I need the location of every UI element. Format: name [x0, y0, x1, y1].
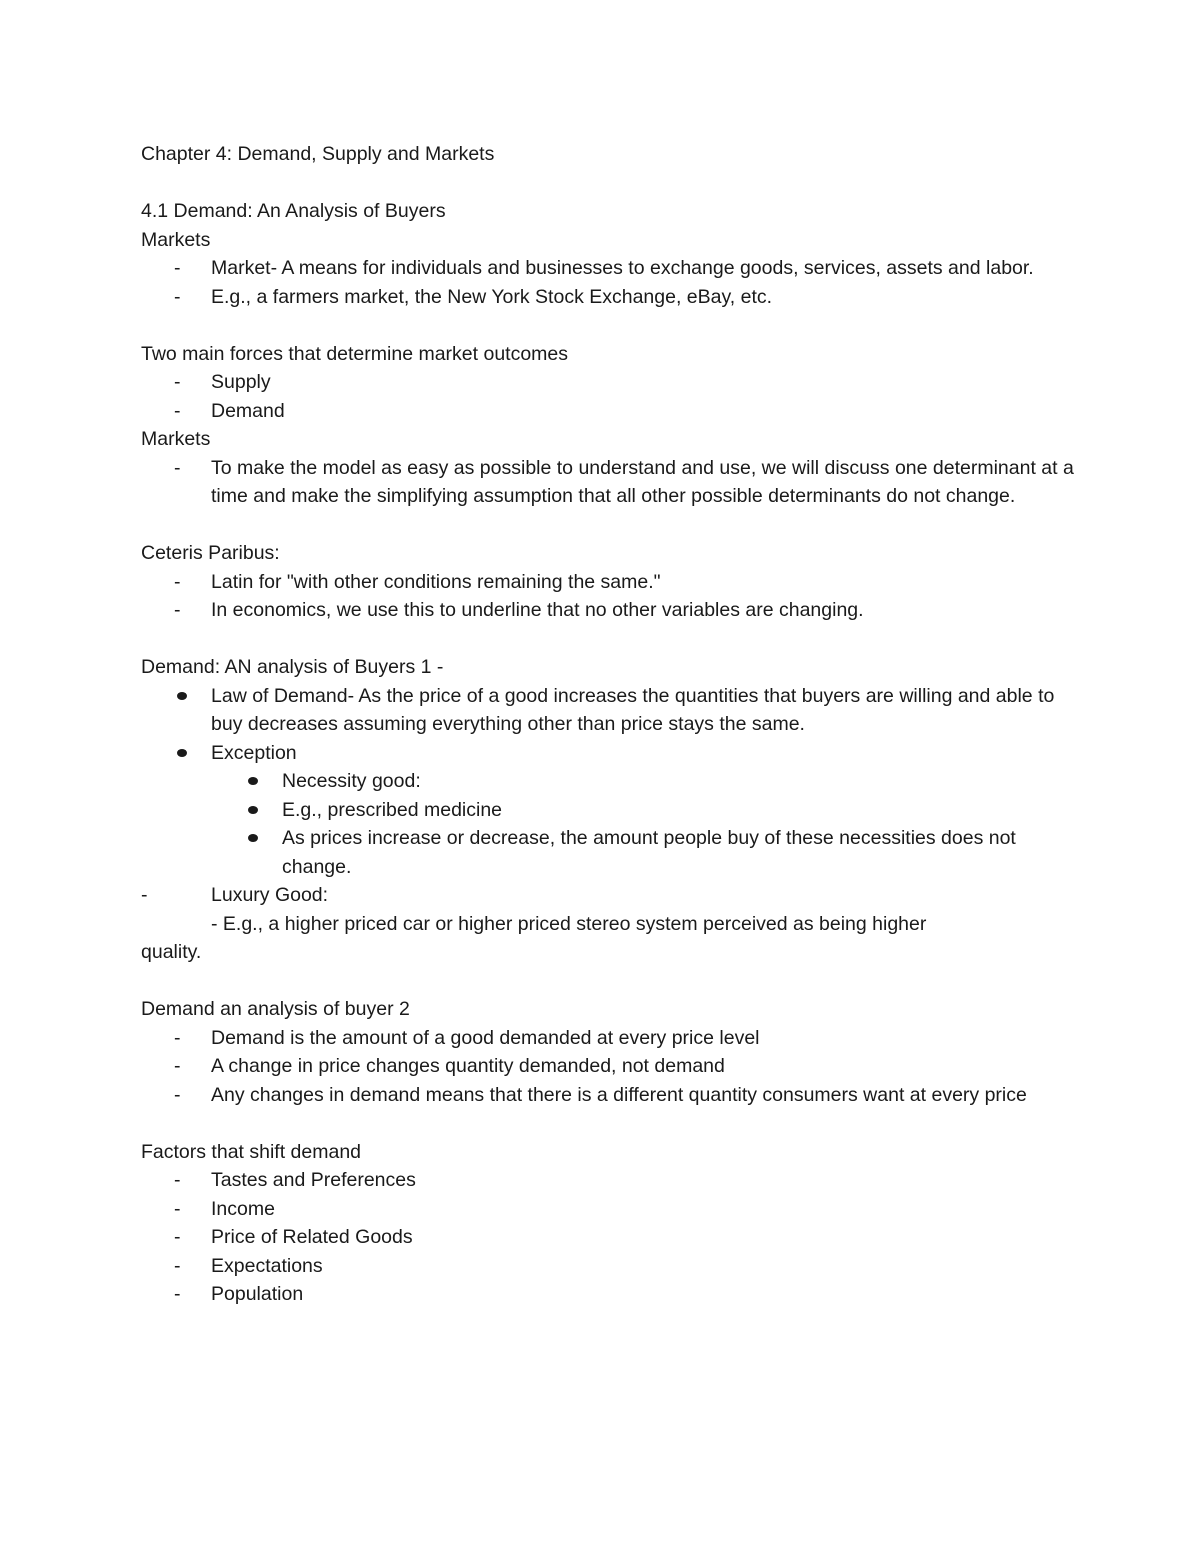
factors-heading: Factors that shift demand — [141, 1140, 362, 1163]
dash-bullet: - — [174, 1083, 181, 1106]
list-item — [141, 1166, 1081, 1195]
list-item — [141, 368, 1081, 397]
list-item — [141, 682, 1081, 739]
bullet-dot-icon — [177, 749, 187, 757]
dash-bullet: - — [174, 599, 181, 621]
dash-bullet: - — [174, 1283, 181, 1305]
bullet-dot-icon — [248, 806, 258, 814]
bullet-dot-icon — [177, 692, 187, 700]
dash-bullet: - — [174, 1026, 181, 1049]
sub-list-item — [141, 824, 1081, 881]
list-item-text: A change in price changes quantity demanded, not demand — [211, 1055, 725, 1077]
bullet-dot-icon — [248, 834, 258, 842]
dash-bullet: - — [174, 456, 181, 479]
spacer — [141, 169, 1081, 198]
dash-bullet: - — [174, 570, 181, 593]
list-item-text: Market- A means for individuals and businesses to exchange goods, services, assets and labor. — [211, 257, 1034, 279]
spacer — [141, 1109, 1081, 1138]
section-heading: 4.1 Demand: An Analysis of Buyers — [141, 200, 446, 222]
list-item-text: Law of Demand- As the price of a good increases the quantities that buyers are willing and able to buy decreases assuming everything other than price stays the same. — [211, 684, 1055, 735]
dash-bullet: - — [141, 884, 148, 906]
dash-bullet: - — [174, 257, 181, 279]
spacer — [141, 311, 1081, 340]
luxury-example-cont: quality. — [141, 941, 202, 963]
markets-heading: Markets — [141, 228, 211, 251]
list-item — [141, 1280, 1081, 1309]
list-item — [141, 283, 1081, 312]
list-item — [141, 1052, 1081, 1081]
list-item-text: Income — [211, 1197, 275, 1220]
document-page — [141, 140, 1081, 1309]
list-item — [141, 397, 1081, 426]
list-item-text: Demand is the amount of a good demanded at every price level — [211, 1026, 760, 1049]
list-item-text: In economics, we use this to underline that no other variables are changing. — [211, 599, 864, 621]
list-item-text: As prices increase or decrease, the amount people buy of these necessities does not change. — [282, 827, 1016, 878]
list-item-text: Price of Related Goods — [211, 1226, 413, 1248]
list-item — [141, 739, 1081, 768]
list-item-text: To make the model as easy as possible to understand and use, we will discuss one determinant at a time and make the simplifying assumption that all other possible determinants do not change. — [211, 456, 1074, 507]
dash-bullet: - — [174, 1055, 181, 1077]
list-item — [141, 596, 1081, 625]
list-item — [141, 1024, 1081, 1053]
dash-bullet: - — [174, 285, 181, 308]
bullet-dot-icon — [248, 777, 258, 785]
list-item — [141, 568, 1081, 597]
list-item — [141, 454, 1081, 511]
dash-bullet: - — [174, 399, 181, 422]
spacer — [141, 625, 1081, 654]
demand-1-heading: Demand: AN analysis of Buyers 1 - — [141, 656, 444, 678]
spacer — [141, 967, 1081, 996]
dash-bullet: - — [174, 1169, 181, 1191]
list-item — [141, 1195, 1081, 1224]
ceteris-heading: Ceteris Paribus: — [141, 542, 280, 564]
list-item-text: Any changes in demand means that there is a different quantity consumers want at every price — [211, 1083, 1027, 1106]
document-title: Chapter 4: Demand, Supply and Markets — [141, 143, 495, 165]
dash-bullet: - — [174, 371, 181, 393]
list-item-text: Supply — [211, 371, 271, 393]
list-item-text: Latin for "with other conditions remaining the same." — [211, 570, 661, 593]
list-item — [141, 254, 1081, 283]
list-item-text: Population — [211, 1283, 304, 1305]
forces-heading: Two main forces that determine market outcomes — [141, 342, 569, 365]
list-item-text: Exception — [211, 741, 297, 764]
list-item-text: Necessity good: — [282, 770, 421, 792]
luxury-label: Luxury Good: — [211, 884, 329, 906]
dash-bullet: - — [174, 1197, 181, 1220]
list-item — [141, 1252, 1081, 1281]
list-item — [141, 1223, 1081, 1252]
list-item — [141, 1081, 1081, 1110]
list-item-text: E.g., prescribed medicine — [282, 798, 503, 821]
luxury-line — [141, 881, 1081, 910]
spacer — [141, 511, 1081, 540]
dash-bullet: - — [174, 1226, 181, 1248]
list-item-text: E.g., a farmers market, the New York Stock Exchange, eBay, etc. — [211, 285, 773, 308]
sub-list-item — [141, 796, 1081, 825]
list-item-text: Demand — [211, 399, 285, 422]
sub-list-item — [141, 767, 1081, 796]
luxury-example — [141, 910, 1081, 939]
markets-heading: Markets — [141, 428, 211, 450]
luxury-example-text: - E.g., a higher priced car or higher priced stereo system perceived as being higher — [211, 912, 927, 935]
list-item-text: Tastes and Preferences — [211, 1169, 416, 1191]
dash-bullet: - — [174, 1254, 181, 1277]
list-item-text: Expectations — [211, 1254, 323, 1277]
demand-2-heading: Demand an analysis of buyer 2 — [141, 998, 410, 1020]
